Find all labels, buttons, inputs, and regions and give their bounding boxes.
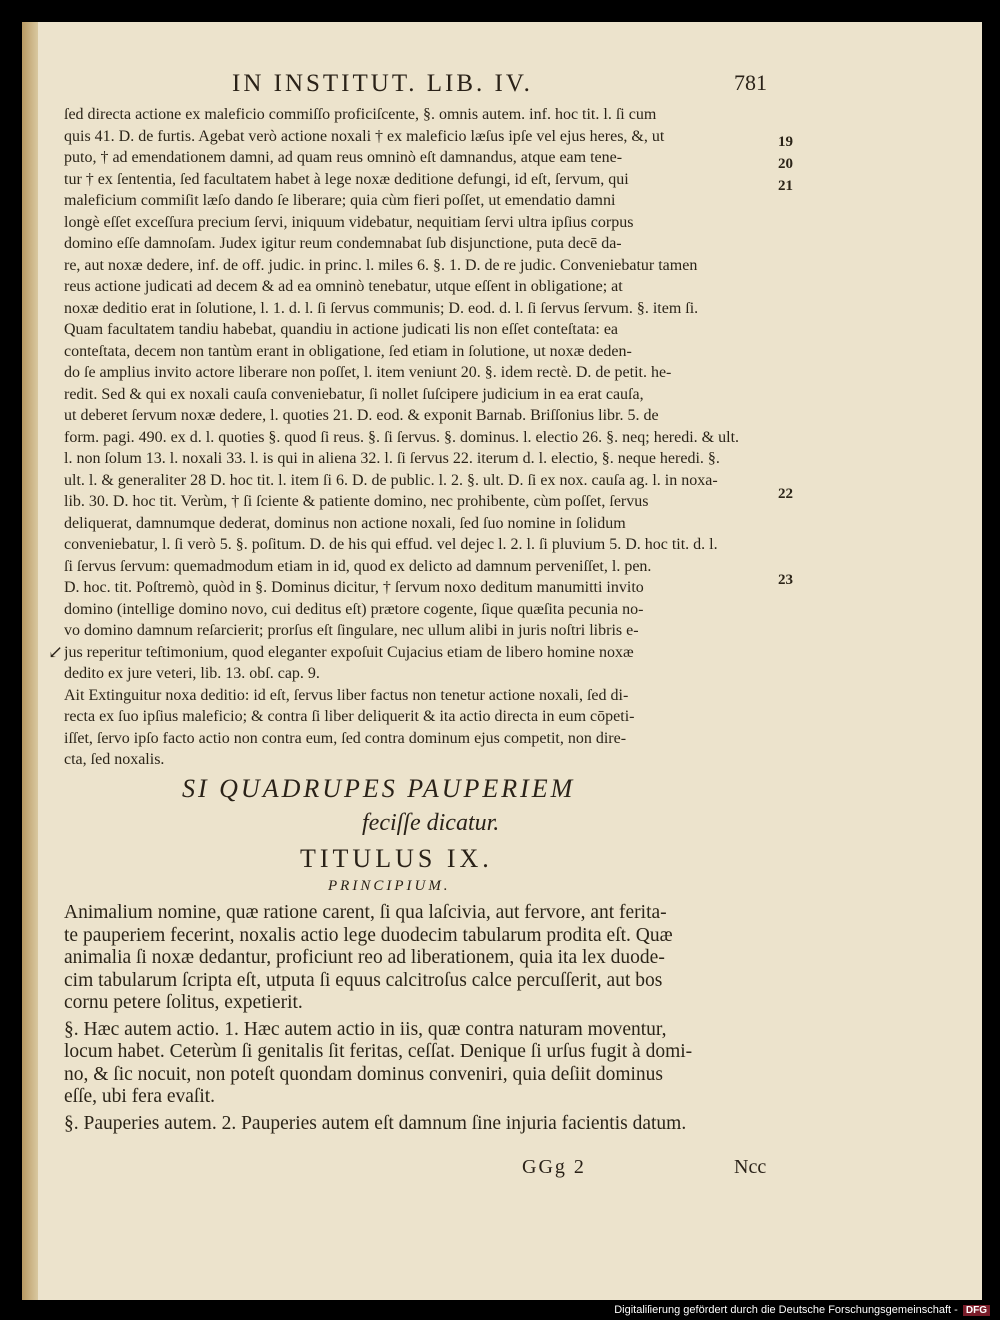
text-line: §. Pauperies autem. 2. Pauperies autem eſt damnum ſine injuria facientis datum. xyxy=(64,1112,687,1134)
text-line: Quam facultatem tandiu habebat, quandiu in actione judicati lis non eſſet conteſtata: ea xyxy=(64,321,619,338)
page-spine xyxy=(22,22,38,1300)
text-line: domino (intellige domino novo, cui deditus eſt) prætore cogente, ſique quæſita pecunia no- xyxy=(64,600,644,618)
titulus-heading: TITULUS IX. xyxy=(300,844,493,873)
text-line: recta ex ſuo ipſius maleficio; & contra ſi liber deliquerit & ita actio directa in eum cōpeti- xyxy=(64,708,635,725)
text-line: conveniebatur, l. ſi verò 5. §. poſitum. D. de his qui effud. vel dejec l. 2. l. ſi pluvium 5. D. hoc tit. d. l. xyxy=(64,536,718,553)
text-line: jus reperitur teſtimonium, quod eleganter expoſuit Cujacius etiam de libero homine noxæ xyxy=(64,643,634,661)
text-line: dedito ex jure veteri, lib. 13. obſ. cap. 9. xyxy=(64,665,320,682)
text-line: ult. l. & generaliter 28 D. hoc tit. l. item ſi 6. D. de public. l. 2. §. ult. D. ſi ex nox. cauſa ag. l. in noxa- xyxy=(64,471,718,489)
main-text xyxy=(64,902,814,1135)
text-line: tur † ex ſententia, ſed facultatem habet à lege noxæ deditione defungi, id eſt, ſervum, qui xyxy=(64,170,629,188)
text-line: maleficium commiſit læſo dando ſe liberare; quia cùm fieri poſſet, ut emendatio damni xyxy=(64,192,616,209)
text-line: do ſe amplius invito actore liberare non poſſet, l. item veniunt 20. §. idem rectè. D. de petit. he- xyxy=(64,364,672,381)
text-line: cta, ſed noxalis. xyxy=(64,751,165,768)
text-line: domino eſſe damnoſam. Judex igitur reum condemnabat ſub disjunctione, puta decē da- xyxy=(64,235,622,252)
text-line: cornu petere ſolitus, expetierit. xyxy=(64,992,303,1013)
section-title: SI QUADRUPES PAUPERIEM xyxy=(182,774,576,803)
text-line: animalia ſi noxæ dedantur, proficiunt reo ad liberationem, quia ita lex duode- xyxy=(64,947,665,968)
text-line: D. hoc. tit. Poſtremò, quòd in §. Dominus dicitur, † ſervum noxo deditum manumitti invito xyxy=(64,579,644,596)
text-line: cim tabularum ſcripta eſt, utputa ſi equus calcitroſus calce percuſſerit, aut bos xyxy=(64,969,663,991)
text-line: locum habet. Ceterùm ſi genitalis ſit feritas, ceſſat. Denique ſi urſus fugit à domi- xyxy=(64,1041,693,1062)
margin-number: 22 xyxy=(778,486,793,502)
folio-number: 781 xyxy=(734,70,767,95)
text-line: longè eſſet exceſſura precium ſervi, iniquum videbatur, nequitiam ſervi ultra ipſius corpus xyxy=(64,213,634,231)
text-line: re, aut noxæ dedere, inf. de off. judic. in princ. l. miles 6. §. 1. D. de re judic. Conveniebatur tamen xyxy=(64,256,698,274)
margin-number: 19 xyxy=(778,134,793,150)
dfg-watermark xyxy=(614,1304,990,1316)
text-line: §. Hæc autem actio. 1. Hæc autem actio in iis, quæ contra naturam moventur, xyxy=(64,1018,667,1040)
text-line: no, & ſic nocuit, non poteſt quondam dominus conveniri, quia deſiit dominus xyxy=(64,1063,664,1085)
book-page xyxy=(22,22,982,1300)
running-head: IN INSTITUT. LIB. IV. xyxy=(232,70,533,97)
text-line: vo domino damnum reſarcierit; prorſus eſt ſingulare, nec ullum alibi in juris noſtri libris e- xyxy=(64,622,639,639)
text-line: form. pagi. 490. ex d. l. quoties §. quod ſi reus. §. ſi ſervus. §. dominus. l. electio 26. §. neq; heredi. & ult. xyxy=(64,428,740,446)
section-subtitle: feciſſe dicatur. xyxy=(362,810,500,836)
margin-number: 23 xyxy=(778,572,793,588)
text-line: eſſe, ubi fera evaſit. xyxy=(64,1086,216,1107)
text-line: quis 41. D. de furtis. Agebat verò actione noxali † ex maleficio læſus ipſe vel ejus heres, &, ut xyxy=(64,127,665,145)
text-line: noxæ deditio erat in ſolutione, l. 1. d. l. ſi ſervus communis; D. eod. d. l. ſi ſervus ſervum. §. item ſi. xyxy=(64,299,699,317)
text-line: redit. Sed & qui ex noxali cauſa conveniebatur, ſi nollet ſuſcipere judicium in ea erat cauſa, xyxy=(64,385,644,403)
ink-mark: ↙ xyxy=(48,642,64,663)
text-line: ſed directa actione ex maleficio commiſſo proficiſcente, §. omnis autem. inf. hoc tit. l. ſi cum xyxy=(64,106,657,123)
text-line: l. non ſolum 13. l. noxali 33. l. is qui in aliena 32. l. ſi ſervus 22. iterum d. l. electio, §. neque heredi. §. xyxy=(64,450,720,467)
text-line: reus actione judicati ad decem & ad ea omninò tenebatur, utque eſſent in obligatione; at xyxy=(64,278,623,295)
signature-mark: GGg 2 xyxy=(522,1156,586,1178)
text-line: te pauperiem fecerint, noxalis actio lege duodecim tabularum prodita eſt. Quæ xyxy=(64,924,673,946)
principium-heading: PRINCIPIUM. xyxy=(328,878,451,894)
text-line: ſi ſervus ſervum: quemadmodum etiam in id, quod ex delicto ad damnum perveniſſet, l. pen. xyxy=(64,557,652,575)
text-line: conteſtata, decem non tantùm erant in obligatione, ſed etiam in ſolutione, ut noxæ deden- xyxy=(64,342,632,360)
dfg-logo: DFG xyxy=(963,1305,990,1316)
watermark-text: Digitaliſierung gefördert durch die Deutsche Forschungsgemeinschaft - xyxy=(614,1304,958,1316)
text-line: lib. 30. D. hoc tit. Verùm, † ſi ſciente & patiente domino, nec prohibente, cùm poſſet, ſervus xyxy=(64,493,649,510)
margin-number: 20 xyxy=(778,156,793,172)
text-line: puto, † ad emendationem damni, ad quam reus omninò eſt damnandus, atque eam tene- xyxy=(64,149,623,166)
commentary-text xyxy=(64,104,814,771)
text-line: deliquerat, damnumque dederat, dominus non actione noxali, ſed ſuo nomine in ſolidum xyxy=(64,514,626,532)
text-line: iſſet, ſervo ipſo facto actio non contra eum, ſed contra dominum ejus competit, non dire- xyxy=(64,729,627,747)
text-line: Animalium nomine, quæ ratione carent, ſi qua laſcivia, aut fervore, ant ferita- xyxy=(64,902,667,923)
text-line: ut deberet ſervum noxæ dedere, l. quoties 21. D. eod. & exponit Barnab. Briſſonius libr. 5. de xyxy=(64,407,659,424)
text-line: Ait Extinguitur noxa deditio: id eſt, ſervus liber factus non tenetur actione noxali, ſed di- xyxy=(64,686,629,704)
catchword: Ncc xyxy=(734,1156,767,1178)
margin-number: 21 xyxy=(778,178,793,194)
